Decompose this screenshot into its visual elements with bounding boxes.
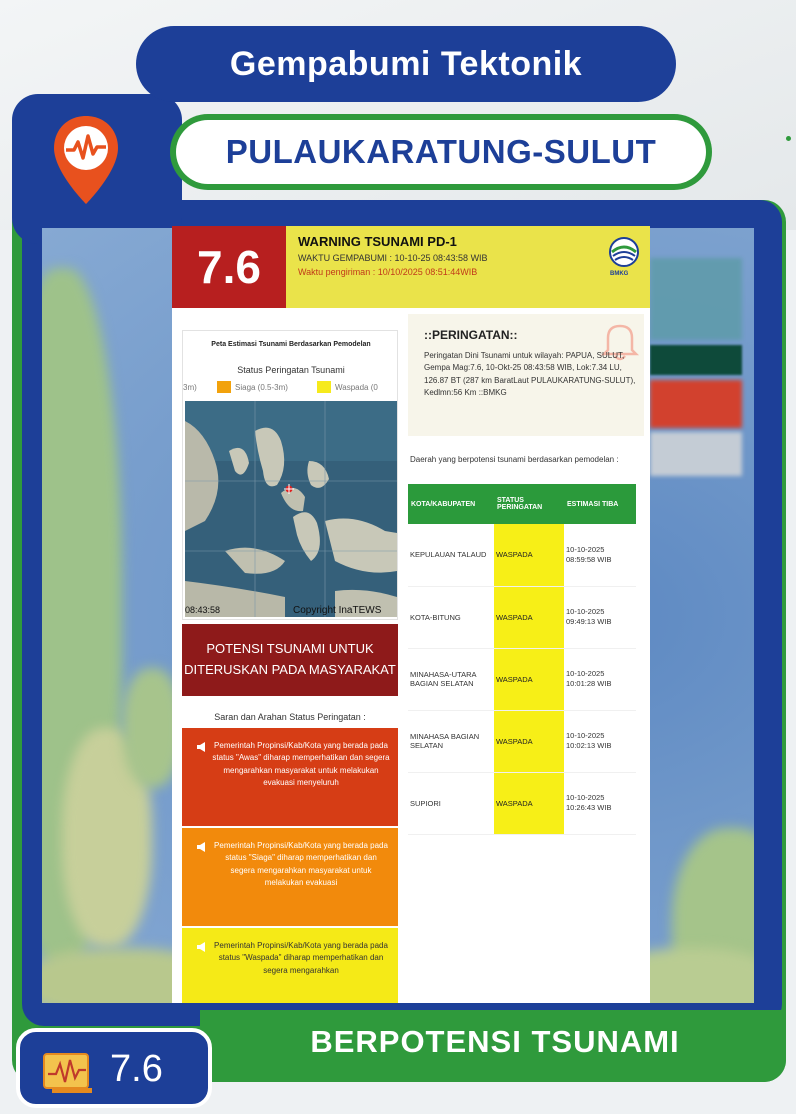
magnitude-badge — [16, 1028, 212, 1108]
send-time: Waktu pengiriman : 10/10/2025 08:51:44WIB — [298, 267, 478, 277]
cell-kota: MINAHASA-UTARA BAGIAN SELATAN — [408, 648, 494, 710]
cell-eta: 10-10-2025 10:26:43 WIB — [564, 772, 636, 834]
note-siaga-text: Pemerintah Propinsi/Kab/Kota yang berada pada status "Siaga" diharap memperhatikan dan segera mengarahkan masyarakat untuk melakukan evakuasi — [214, 841, 388, 888]
megaphone-icon — [196, 942, 208, 952]
note-awas — [182, 728, 398, 826]
legend-awas: 3m) — [183, 383, 197, 392]
table-row — [408, 710, 636, 772]
table-row — [408, 524, 636, 586]
decor-dot — [786, 136, 791, 141]
cell-status: WASPADA — [494, 710, 564, 772]
side-panel-blur — [650, 380, 742, 428]
note-waspada-text: Pemerintah Propinsi/Kab/Kota yang berada pada status "Waspada" diharap memperhatikan dan segera mengarahkan — [214, 941, 388, 975]
cell-kota: MINAHASA BAGIAN SELATAN — [408, 710, 494, 772]
side-panel-blur — [650, 258, 742, 340]
column-header-kota: KOTA/KABUPATEN — [408, 484, 494, 524]
column-header-eta: ESTIMASI TIBA — [564, 484, 636, 524]
tsunami-map-panel — [182, 330, 398, 620]
cell-eta: 10-10-2025 10:01:28 WIB — [564, 648, 636, 710]
cell-kota: SUPIORI — [408, 772, 494, 834]
legend-swatch-siaga — [217, 381, 231, 393]
side-panel-blur — [650, 432, 742, 476]
legend-waspada: Waspada (0 — [335, 383, 378, 392]
side-panel-blur — [650, 345, 742, 375]
potensi-line-1: POTENSI TSUNAMI UNTUK — [206, 641, 374, 657]
cell-status: WASPADA — [494, 772, 564, 834]
peringatan-box — [408, 314, 644, 436]
cell-eta: 10-10-2025 09:49:13 WIB — [564, 586, 636, 648]
seismograph-icon — [42, 1050, 98, 1094]
cell-kota: KOTA-BITUNG — [408, 586, 494, 648]
map-time: 08:43:58 — [185, 605, 221, 615]
daerah-intro: Daerah yang berpotensi tsunami berdasarkan pemodelan : — [410, 455, 619, 464]
table-row — [408, 772, 636, 834]
tsunami-status-label: BERPOTENSI TSUNAMI — [310, 1024, 680, 1059]
megaphone-icon — [196, 842, 208, 852]
potensi-line-2: DITERUSKAN PADA MASYARAKAT — [184, 662, 396, 677]
bmkg-label: BMKG — [610, 271, 629, 277]
peringatan-text: Peringatan Dini Tsunami untuk wilayah: PAPUA, SULUT, Gempa Mag:7.6, 10-Okt-25 08:43:58 WIB, Lok:7.34 LU, 126.87 BT (287 km BaratLaut PULAUKARATUNG-SULUT), Kedlmn:56 Km ::BMKG — [424, 351, 636, 398]
saran-title: Saran dan Arahan Status Peringatan : — [214, 712, 366, 722]
table-row — [408, 586, 636, 648]
table-header-row — [408, 484, 636, 524]
peringatan-title: ::PERINGATAN:: — [424, 328, 518, 342]
cell-status: WASPADA — [494, 648, 564, 710]
cell-status: WASPADA — [494, 586, 564, 648]
magnitude-box: 7.6 — [172, 226, 286, 308]
cell-eta: 10-10-2025 10:02:13 WIB — [564, 710, 636, 772]
location-pin-icon — [50, 114, 122, 206]
note-siaga — [182, 828, 398, 926]
map-title: Peta Estimasi Tsunami Berdasarkan Pemodelan — [211, 341, 371, 348]
quake-time: WAKTU GEMPABUMI : 10-10-25 08:43:58 WIB — [298, 253, 488, 263]
cell-eta: 10-10-2025 08:59:58 WIB — [564, 524, 636, 586]
megaphone-icon — [196, 742, 208, 752]
cell-kota: KEPULAUAN TALAUD — [408, 524, 494, 586]
column-header-status: STATUS PERINGATAN — [494, 484, 564, 524]
legend-siaga: Siaga (0.5-3m) — [235, 383, 288, 392]
note-waspada — [182, 928, 398, 1003]
region-table — [408, 484, 636, 835]
warning-header — [172, 226, 650, 308]
location-pill — [170, 114, 712, 190]
cell-status: WASPADA — [494, 524, 564, 586]
map-status-title: Status Peringatan Tsunami — [237, 365, 345, 375]
warning-title: WARNING TSUNAMI PD-1 — [298, 234, 457, 249]
legend-swatch-waspada — [317, 381, 331, 393]
location-name: PULAUKARATUNG-SULUT — [176, 120, 706, 184]
potensi-banner — [182, 624, 398, 696]
map-copyright: Copyright InaTEWS — [293, 605, 382, 616]
table-row — [408, 648, 636, 710]
note-awas-text: Pemerintah Propinsi/Kab/Kota yang berada pada status "Awas" diharap memperhatikan dan segera mengarahkan masyarakat untuk melakukan evakuasi menyeluruh — [212, 741, 390, 788]
mini-map[interactable] — [185, 401, 397, 617]
page-title: Gempabumi Tektonik — [136, 26, 676, 102]
warning-card — [172, 226, 650, 1003]
badge-magnitude: 7.6 — [110, 1048, 163, 1090]
